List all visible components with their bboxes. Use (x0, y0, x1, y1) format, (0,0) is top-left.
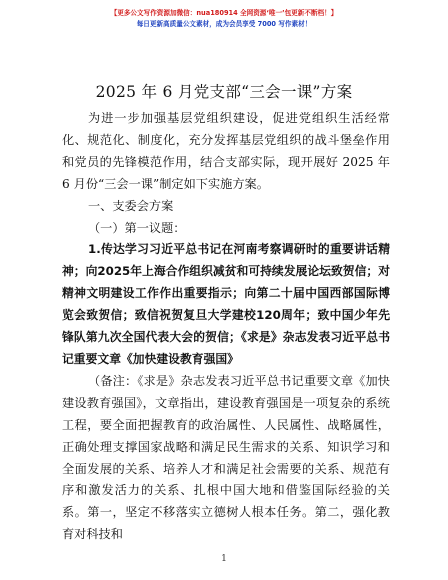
document-body (62, 108, 390, 546)
subsection-heading: （一）第一议题： (88, 220, 186, 235)
promo-banner (0, 8, 448, 30)
note-paragraph: （备注：《求是》杂志发表习近平总书记重要文章《加快建设教育强国》，文章指出，建设教育强国是一项复杂的系统工程，要全面把握教育的政治属性、人民属性、战略属性，正确处理支撑国家战略和满足民生需求的关系、知识学习和全面发展的关系、培养人才和满足社会需要的关系、规范有序和激发活力的关系、扎根中国大地和借鉴国际经验的关系。第一，坚定不移落实立德树人根本任务。第二，强化教育对科技和 (62, 373, 390, 542)
promo-banner-line-2: 每日更新高质量公文素材，成为会员享受 7000 写作素材！ (136, 20, 312, 28)
section-heading: 一、支委会方案 (88, 198, 174, 213)
agenda-item-1: 1.传达学习习近平总书记在河南考察调研时的重要讲话精神；向2025年上海合作组织减贫和可持续发展论坛致贺信；对精神文明建设工作作出重要指示；向第二十届中国西部国际博览会致贺信；致信祝贺复旦大学建校120周年；致中国少年先锋队第九次全国代表大会的贺信；《求是》杂志发表习近平总书记重要文章《加快建设教育强国》 (62, 242, 390, 366)
page-number: 1 (221, 554, 227, 564)
intro-paragraph: 为进一步加强基层党组织建设，促进党组织生活经常化、规范化、制度化，充分发挥基层党组织的战斗堡垒作用和党员的先锋模范作用，结合支部实际，现开展好 2025 年 6 月份“三会一课”制定如下实施方案。 (62, 111, 390, 191)
document-title: 2025 年 6 月党支部“三会一课”方案 (95, 83, 353, 101)
promo-banner-line-1: 【更多公文写作资源加微信：nua180914 全网资源‘唯一’包更新不断档！】 (110, 9, 338, 17)
